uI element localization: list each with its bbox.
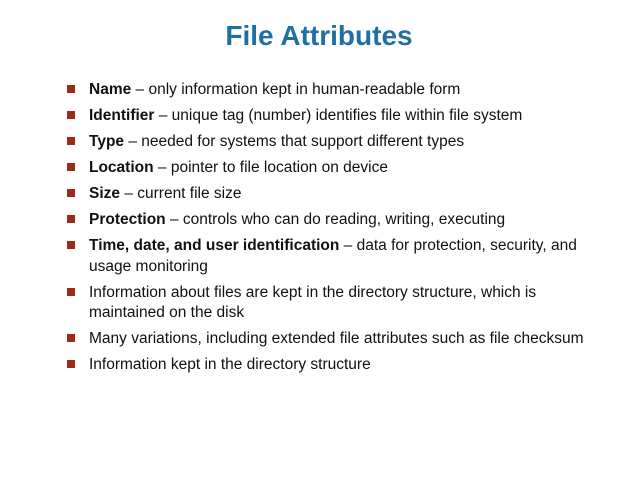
bullet-text: – needed for systems that support different types	[124, 133, 465, 150]
bullet-text: – only information kept in human-readable form	[131, 81, 461, 98]
square-bullet-icon	[67, 360, 75, 368]
square-bullet-icon	[67, 288, 75, 296]
bullet-item	[66, 283, 586, 324]
square-bullet-icon	[67, 163, 75, 171]
bullet-item	[66, 236, 586, 277]
bullet-item	[66, 210, 586, 231]
bullet-text: – data for protection, security, and usage monitoring	[89, 237, 577, 275]
bullet-text: – current file size	[120, 185, 242, 202]
bullet-item	[66, 158, 586, 179]
bullet-item	[66, 80, 586, 101]
bullet-text: Many variations, including extended file attributes such as file checksum	[89, 330, 584, 347]
square-bullet-icon	[67, 189, 75, 197]
slide-title: File Attributes	[225, 20, 413, 51]
bullet-list	[66, 80, 586, 381]
bullet-item	[66, 132, 586, 153]
bullet-text: – unique tag (number) identifies file within file system	[154, 107, 523, 124]
bullet-text: – pointer to file location on device	[153, 159, 388, 176]
bullet-term: Name	[89, 81, 132, 98]
bullet-term: Type	[89, 133, 125, 150]
bullet-term: Protection	[89, 211, 166, 228]
square-bullet-icon	[67, 334, 75, 342]
square-bullet-icon	[67, 241, 75, 249]
bullet-item	[66, 106, 586, 127]
square-bullet-icon	[67, 85, 75, 93]
bullet-term: Location	[89, 159, 154, 176]
bullet-text: – controls who can do reading, writing, executing	[165, 211, 506, 228]
bullet-term: Identifier	[89, 107, 155, 124]
square-bullet-icon	[67, 137, 75, 145]
square-bullet-icon	[67, 111, 75, 119]
square-bullet-icon	[67, 215, 75, 223]
bullet-term: Size	[89, 185, 121, 202]
bullet-term: Time, date, and user identification	[89, 237, 340, 254]
bullet-text: Information kept in the directory structure	[89, 356, 371, 373]
bullet-item	[66, 329, 586, 350]
bullet-text: Information about files are kept in the directory structure, which is maintained on the disk	[89, 283, 537, 321]
bullet-item	[66, 355, 586, 376]
bullet-item	[66, 184, 586, 205]
